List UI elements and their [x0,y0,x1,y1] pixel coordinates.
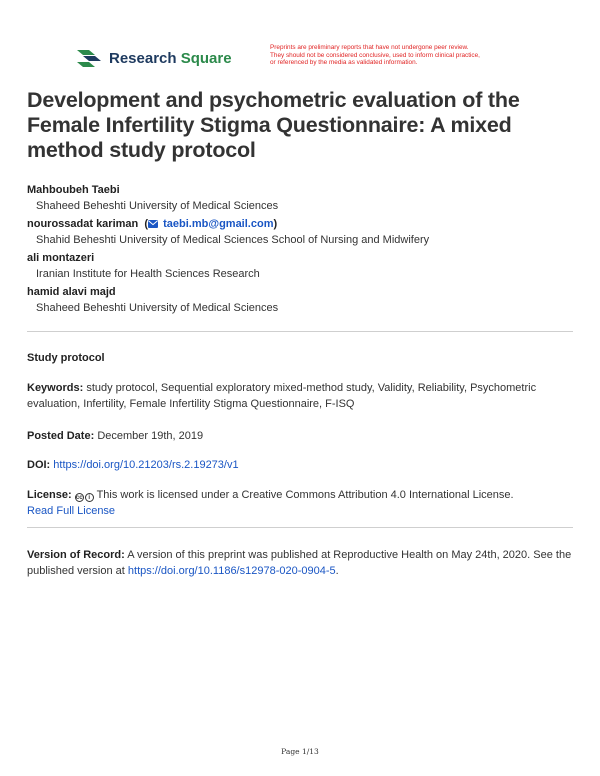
version-of-record [27,547,573,579]
article-type [27,350,573,366]
doi [27,457,573,473]
author-list [27,183,567,319]
cc-icon: cc [75,495,83,501]
version-of-record-end: . [335,565,339,577]
author-email-link[interactable] [148,218,273,230]
keywords [27,380,573,412]
author-name: hamid alavi majd [27,286,116,298]
disclaimer-line: or referenced by the media as validated information. [270,59,418,67]
logo-word-research: Research [109,49,177,67]
author-affiliation: Shaheed Beheshti University of Medical Sciences [36,302,279,314]
doi-link[interactable]: https://doi.org/10.21203/rs.2.19273/v1 [53,459,239,471]
disclaimer-line: Preprints are preliminary reports that have not undergone peer review. [270,44,469,51]
license-text: This work is licensed under a Creative Commons Attribution 4.0 International License. [96,489,514,501]
article-type-label: Study protocol [27,352,105,364]
author-name: nourossadat kariman ( taebi.mb@gmail.com) [27,218,278,230]
version-of-record-text: A version of this preprint was published at Reproductive Health on May 24th, 2020. See the published version at [27,549,572,577]
version-of-record-label: Version of Record: [27,549,125,561]
page-number: Page 1/13 [281,747,319,756]
version-of-record-link[interactable]: https://doi.org/10.1186/s12978-020-0904-5 [127,565,336,577]
author-email: taebi.mb@gmail.com [163,218,274,230]
license [27,487,573,519]
logo-text [109,50,232,67]
divider [27,331,573,332]
author-affiliation: Iranian Institute for Health Sciences Research [36,268,260,280]
read-full-license-link[interactable]: Read Full License [27,505,116,517]
keywords-value: study protocol, Sequential exploratory mixed-method study, Validity, Reliability, Psychometric evaluation, Infertility, Female Infertility Stigma Questionnaire, F-ISQ [27,382,537,410]
logo-word-square: Square [180,49,232,67]
author-name: ali montazeri [27,252,95,264]
preprint-disclaimer [270,44,560,67]
author-name-text: nourossadat kariman [27,218,139,230]
posted-date-value: December 19th, 2019 [97,430,204,442]
divider [27,527,573,528]
envelope-icon [148,220,158,228]
posted-date-label: Posted Date: [27,430,95,442]
author-affiliation: Shahid Beheshti University of Medical Sciences School of Nursing and Midwifery [36,234,430,246]
license-icons [75,493,94,502]
paper-title: Development and psychometric evaluation of the Female Infertility Stigma Questionnaire: A mixed method study protocol [27,88,520,162]
disclaimer-line: They should not be considered conclusive, used to inform clinical practice, [270,51,480,59]
license-label: License: [27,489,72,501]
posted-date [27,428,573,444]
research-square-logo[interactable] [75,46,232,70]
author-name: Mahboubeh Taebi [27,184,120,196]
header [75,44,545,78]
keywords-label: Keywords: [27,382,84,394]
doi-label: DOI: [27,459,51,471]
research-square-logo-icon [75,46,103,70]
author-affiliation: Shaheed Beheshti University of Medical Sciences [36,200,279,212]
by-icon: i [85,493,94,502]
